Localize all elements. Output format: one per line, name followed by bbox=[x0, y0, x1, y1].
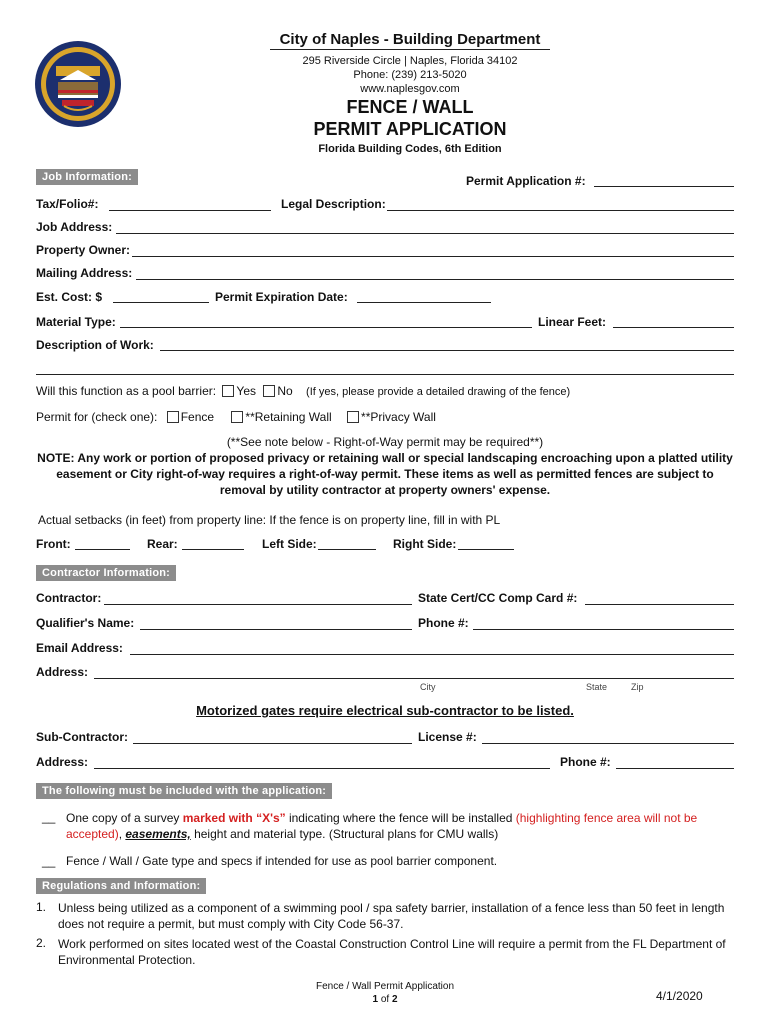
retaining-wall-checkbox[interactable] bbox=[231, 411, 243, 423]
sub-contractor-label: Sub-Contractor: bbox=[36, 730, 128, 744]
permit-application-number-label: Permit Application #: bbox=[466, 174, 586, 188]
legal-description-field[interactable] bbox=[387, 197, 734, 211]
tax-folio-field[interactable] bbox=[109, 197, 271, 211]
regulation-1-number: 1. bbox=[36, 900, 47, 914]
contractor-address-label: Address: bbox=[36, 665, 89, 679]
footer-page-total: 2 bbox=[391, 994, 398, 1005]
section-regulations: Regulations and Information: bbox=[36, 878, 206, 894]
email-address-label: Email Address: bbox=[36, 641, 123, 655]
property-owner-field[interactable] bbox=[132, 243, 734, 257]
job-address-field[interactable] bbox=[116, 220, 734, 234]
rear-setback-field[interactable] bbox=[182, 536, 244, 550]
license-number-label: License #: bbox=[418, 730, 477, 744]
description-of-work-field[interactable] bbox=[160, 337, 734, 351]
contractor-phone-label: Phone #: bbox=[418, 616, 469, 630]
department-website: www.naplesgov.com bbox=[360, 83, 460, 95]
linear-feet-label: Linear Feet: bbox=[538, 315, 607, 329]
survey-highlight-warning: (highlighting fence area will not be accepted) bbox=[66, 811, 698, 841]
pool-barrier-no-label: No bbox=[277, 384, 293, 398]
privacy-wall-label: **Privacy Wall bbox=[361, 410, 436, 424]
state-cert-label: State Cert/CC Comp Card #: bbox=[418, 591, 578, 605]
pool-barrier-question: Will this function as a pool barrier: bbox=[36, 384, 217, 398]
qualifier-name-label: Qualifier's Name: bbox=[36, 616, 135, 630]
estimated-cost-field[interactable] bbox=[113, 289, 209, 303]
gate-specs-requirement: Fence / Wall / Gate type and specs if intended for use as pool barrier component. bbox=[66, 854, 498, 868]
permit-for-label: Permit for (check one): bbox=[36, 410, 158, 424]
contractor-label: Contractor: bbox=[36, 591, 102, 605]
zip-caption: Zip bbox=[631, 682, 644, 692]
description-of-work-field-line2[interactable] bbox=[36, 361, 734, 375]
linear-feet-field[interactable] bbox=[613, 314, 734, 328]
survey-height-text: height and material type. (Structural plans for CMU walls) bbox=[190, 827, 499, 841]
right-side-setback-field[interactable] bbox=[458, 536, 514, 550]
pool-barrier-note: (If yes, please provide a detailed drawing of the fence) bbox=[306, 386, 571, 398]
state-caption: State bbox=[586, 682, 608, 692]
form-title-line2: PERMIT APPLICATION bbox=[313, 119, 507, 139]
mailing-address-field[interactable] bbox=[136, 266, 734, 280]
state-cert-field[interactable] bbox=[585, 591, 734, 605]
department-name: City of Naples - Building Department bbox=[270, 31, 550, 50]
form-title-line1: FENCE / WALL bbox=[346, 97, 474, 117]
front-setback-label: Front: bbox=[36, 537, 71, 551]
job-address-label: Job Address: bbox=[36, 220, 113, 234]
mailing-address-label: Mailing Address: bbox=[36, 266, 133, 280]
footer-form-name: Fence / Wall Permit Application bbox=[315, 981, 455, 992]
tax-folio-label: Tax/Folio#: bbox=[36, 197, 99, 211]
sub-contractor-address-field[interactable] bbox=[94, 755, 550, 769]
sub-contractor-field[interactable] bbox=[133, 730, 412, 744]
permit-expiration-date-field[interactable] bbox=[357, 289, 491, 303]
pool-barrier-yes-checkbox[interactable] bbox=[222, 385, 234, 397]
footer-page-number bbox=[270, 993, 500, 1006]
material-type-field[interactable] bbox=[120, 314, 532, 328]
sub-contractor-phone-label: Phone #: bbox=[560, 755, 611, 769]
right-of-way-see-note: (**See note below - Right-of-Way permit may be required**) bbox=[226, 435, 544, 449]
permit-expiration-date-label: Permit Expiration Date: bbox=[215, 290, 348, 304]
pool-barrier-yes-label: Yes bbox=[236, 384, 256, 398]
sub-contractor-phone-field[interactable] bbox=[616, 755, 734, 769]
survey-requirement bbox=[66, 810, 726, 842]
footer-page-of: of bbox=[378, 994, 392, 1005]
left-side-setback-field[interactable] bbox=[318, 536, 376, 550]
right-side-setback-label: Right Side: bbox=[393, 537, 457, 551]
regulation-1-text: Unless being utilized as a component of a swimming pool / spa safety barrier, installation of a fence less than 50 feet in length does not require a permit, but must comply with City Code 56-37. bbox=[58, 901, 725, 931]
regulation-2-text: Work performed on sites located west of the Coastal Construction Control Line will require a permit from the FL Department of Environmental Protection. bbox=[58, 937, 726, 967]
fence-checkbox[interactable] bbox=[167, 411, 179, 423]
material-type-label: Material Type: bbox=[36, 315, 116, 329]
front-setback-field[interactable] bbox=[75, 536, 130, 550]
estimated-cost-label: Est. Cost: $ bbox=[36, 290, 103, 304]
qualifier-name-field[interactable] bbox=[140, 616, 412, 630]
left-side-setback-label: Left Side: bbox=[262, 537, 317, 551]
department-phone: Phone: (239) 213-5020 bbox=[353, 69, 467, 81]
department-address: 295 Riverside Circle | Naples, Florida 34102 bbox=[302, 55, 518, 67]
city-seal-logo bbox=[34, 40, 122, 128]
sub-contractor-address-label: Address: bbox=[36, 755, 89, 769]
retaining-wall-label: **Retaining Wall bbox=[245, 410, 332, 424]
privacy-wall-checkbox[interactable] bbox=[347, 411, 359, 423]
license-number-field[interactable] bbox=[482, 730, 734, 744]
contractor-phone-field[interactable] bbox=[473, 616, 734, 630]
footer-page-current: 1 bbox=[372, 994, 379, 1005]
permit-application-number-field[interactable] bbox=[594, 173, 734, 187]
city-caption: City bbox=[420, 682, 436, 692]
building-codes-edition: Florida Building Codes, 6th Edition bbox=[318, 143, 502, 155]
rear-setback-label: Rear: bbox=[147, 537, 178, 551]
survey-marked-text: marked with “X's” bbox=[182, 811, 286, 825]
setbacks-intro: Actual setbacks (in feet) from property line: If the fence is on property line, fill in with PL bbox=[38, 513, 501, 527]
description-of-work-label: Description of Work: bbox=[36, 338, 154, 352]
survey-checkline[interactable]: __ bbox=[42, 810, 56, 824]
survey-location-text: indicating where the fence will be installed bbox=[285, 811, 516, 825]
contractor-field[interactable] bbox=[104, 591, 412, 605]
pool-barrier-no-checkbox[interactable] bbox=[263, 385, 275, 397]
property-owner-label: Property Owner: bbox=[36, 243, 131, 257]
fence-label: Fence bbox=[180, 410, 215, 424]
email-address-field[interactable] bbox=[130, 641, 734, 655]
survey-text: One copy of a survey bbox=[66, 811, 183, 825]
section-job-information: Job Information: bbox=[36, 169, 138, 185]
regulation-2-number: 2. bbox=[36, 936, 47, 950]
gate-specs-checkline[interactable]: __ bbox=[42, 854, 56, 868]
motorized-gates-note: Motorized gates require electrical sub-contractor to be listed. bbox=[196, 703, 574, 718]
right-of-way-note: NOTE: Any work or portion of proposed privacy or retaining wall or special landscaping encroaching upon a platted utility easement or City right-of-way requires a right-of-way permit. These items as well as permitted fences are subject to removal by utility contractor at property owners' expense. bbox=[37, 451, 733, 497]
contractor-address-field[interactable] bbox=[94, 665, 734, 679]
survey-easements-text: easements, bbox=[125, 827, 191, 841]
legal-description-label: Legal Description: bbox=[281, 197, 386, 211]
section-required-items: The following must be included with the application: bbox=[36, 783, 332, 799]
section-contractor-information: Contractor Information: bbox=[36, 565, 176, 581]
footer-date: 4/1/2020 bbox=[656, 989, 703, 1003]
survey-comma: , bbox=[118, 827, 126, 841]
